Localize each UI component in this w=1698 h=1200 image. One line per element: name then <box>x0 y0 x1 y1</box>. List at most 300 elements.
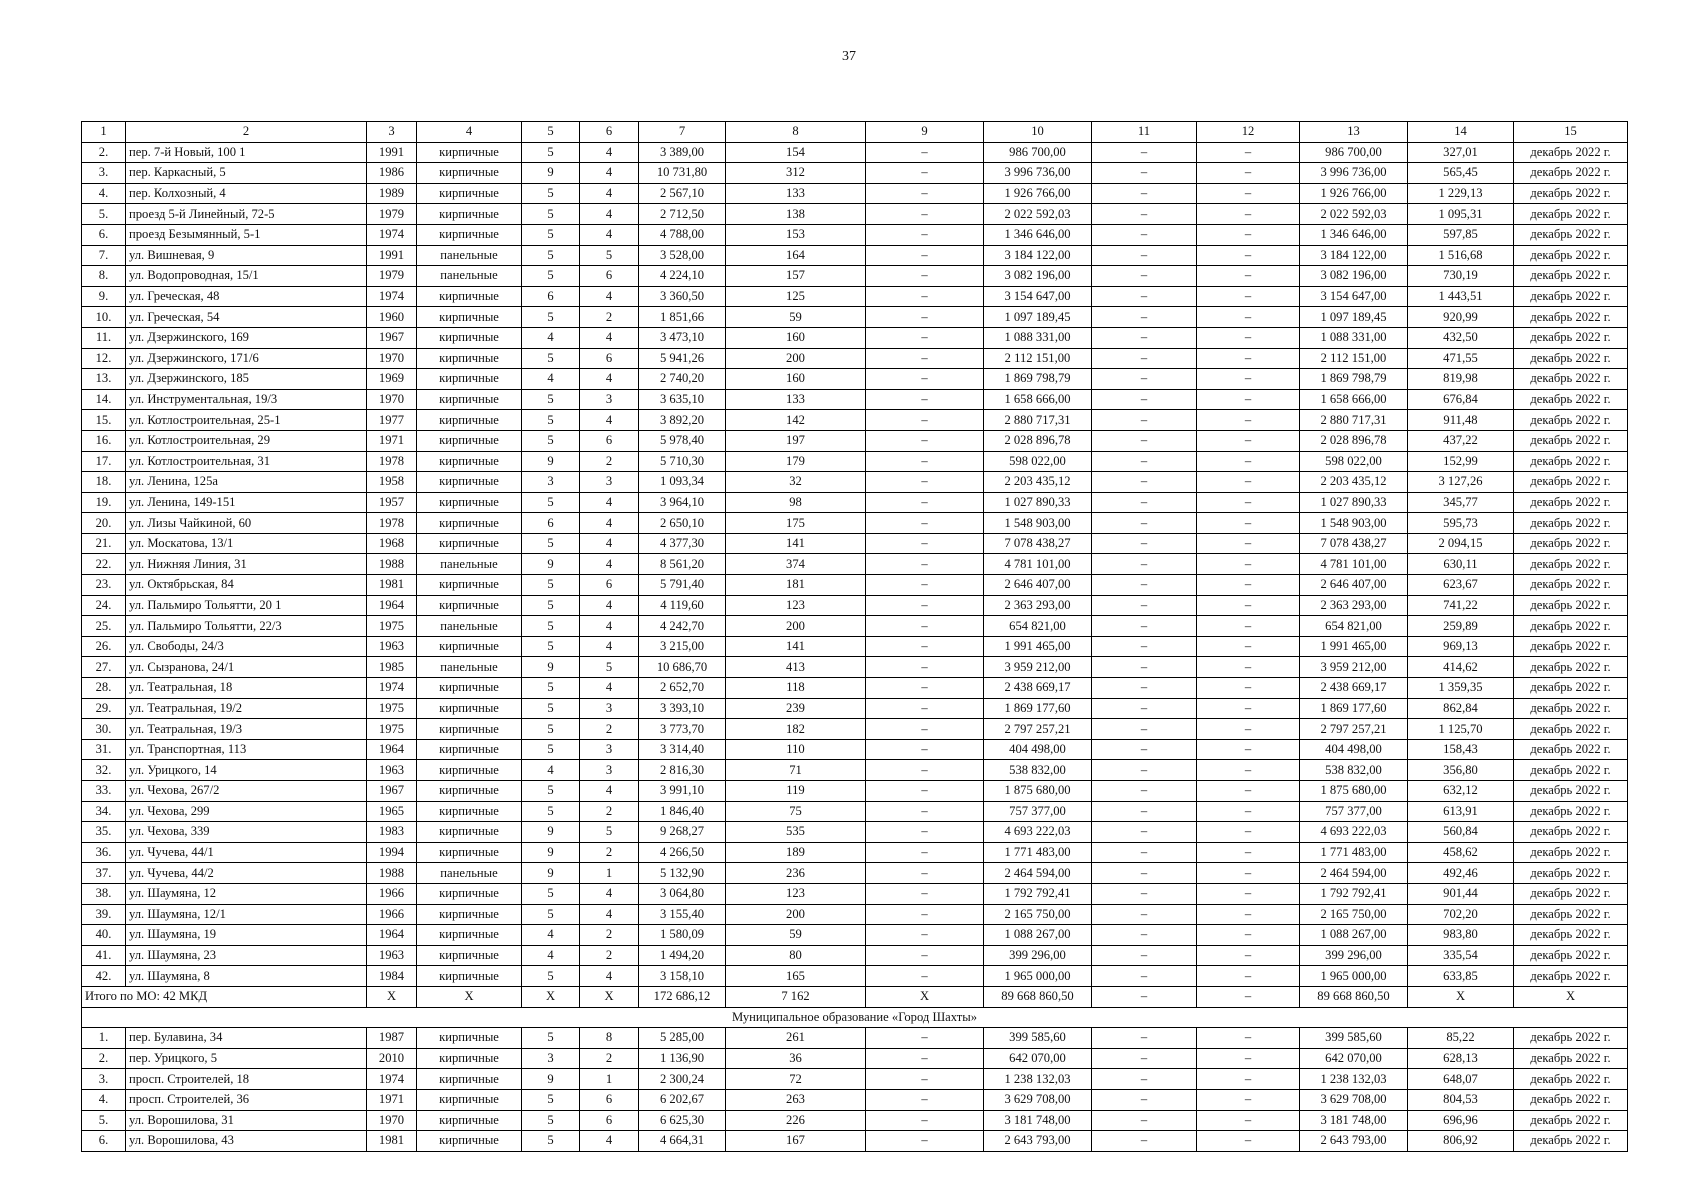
deadline: декабрь 2022 г. <box>1514 636 1628 657</box>
entrances: 5 <box>580 822 639 843</box>
wall-material: кирпичные <box>417 163 522 184</box>
deadline: декабрь 2022 г. <box>1514 1089 1628 1110</box>
total-area: 6 625,30 <box>639 1110 726 1131</box>
table-row <box>82 863 1628 884</box>
year-built: 1963 <box>367 760 417 781</box>
row-number: 41. <box>82 945 126 966</box>
col-11: – <box>1092 410 1197 431</box>
col-12: – <box>1197 678 1300 699</box>
address: пер. Каркасный, 5 <box>126 163 367 184</box>
total-area: 9 268,27 <box>639 822 726 843</box>
table-row <box>82 142 1628 163</box>
year-built: 1970 <box>367 389 417 410</box>
residents: 200 <box>726 616 866 637</box>
cost-13: 1 792 792,41 <box>1300 883 1408 904</box>
cost-total: 2 022 592,03 <box>984 204 1092 225</box>
deadline: декабрь 2022 г. <box>1514 451 1628 472</box>
cost-total: 1 965 000,00 <box>984 966 1092 987</box>
cost-total: 1 926 766,00 <box>984 183 1092 204</box>
cost-per-sqm: 741,22 <box>1408 595 1514 616</box>
col-9: – <box>866 1028 984 1049</box>
cost-total: 757 377,00 <box>984 801 1092 822</box>
cost-per-sqm: 1 095,31 <box>1408 204 1514 225</box>
cost-total: 3 181 748,00 <box>984 1110 1092 1131</box>
col-9: – <box>866 636 984 657</box>
cost-13: 2 022 592,03 <box>1300 204 1408 225</box>
wall-material: кирпичные <box>417 142 522 163</box>
cost-total: 2 203 435,12 <box>984 472 1092 493</box>
address: ул. Ворошилова, 31 <box>126 1110 367 1131</box>
year-built: 1964 <box>367 925 417 946</box>
col-11: – <box>1092 327 1197 348</box>
address: ул. Ленина, 149-151 <box>126 492 367 513</box>
row-number: 13. <box>82 369 126 390</box>
col-12: – <box>1197 719 1300 740</box>
wall-material: кирпичные <box>417 307 522 328</box>
entrances: 4 <box>580 1131 639 1152</box>
deadline: декабрь 2022 г. <box>1514 781 1628 802</box>
year-built: 1974 <box>367 1069 417 1090</box>
cost-per-sqm: 356,80 <box>1408 760 1514 781</box>
cost-per-sqm: 345,77 <box>1408 492 1514 513</box>
col-11: – <box>1092 430 1197 451</box>
year-built: 1991 <box>367 245 417 266</box>
address: проезд Безымянный, 5-1 <box>126 224 367 245</box>
cost-13: 1 869 798,79 <box>1300 369 1408 390</box>
total-label: Итого по МО: 42 МКД <box>82 986 367 1007</box>
cost-per-sqm: 920,99 <box>1408 307 1514 328</box>
year-built: 1974 <box>367 678 417 699</box>
residents: 138 <box>726 204 866 225</box>
cost-13: 3 082 196,00 <box>1300 266 1408 287</box>
total-area: 2 712,50 <box>639 204 726 225</box>
wall-material: кирпичные <box>417 430 522 451</box>
column-number: 9 <box>866 122 984 143</box>
deadline: декабрь 2022 г. <box>1514 430 1628 451</box>
cost-total: 3 184 122,00 <box>984 245 1092 266</box>
address: ул. Вишневая, 9 <box>126 245 367 266</box>
col-12: – <box>1197 801 1300 822</box>
col-11: – <box>1092 1131 1197 1152</box>
year-built: 1983 <box>367 822 417 843</box>
cost-13: 1 991 465,00 <box>1300 636 1408 657</box>
row-number: 28. <box>82 678 126 699</box>
residents: 123 <box>726 883 866 904</box>
residents: 98 <box>726 492 866 513</box>
row-number: 9. <box>82 286 126 307</box>
residents: 153 <box>726 224 866 245</box>
floors: 5 <box>522 904 580 925</box>
wall-material: кирпичные <box>417 739 522 760</box>
year-built: 1958 <box>367 472 417 493</box>
floors: 5 <box>522 1110 580 1131</box>
wall-material: панельные <box>417 266 522 287</box>
row-number: 4. <box>82 183 126 204</box>
cost-13: 2 028 896,78 <box>1300 430 1408 451</box>
total-cell: X <box>866 986 984 1007</box>
table-row <box>82 801 1628 822</box>
col-11: – <box>1092 533 1197 554</box>
col-12: – <box>1197 307 1300 328</box>
year-built: 1979 <box>367 204 417 225</box>
cost-13: 1 346 646,00 <box>1300 224 1408 245</box>
cost-13: 2 464 594,00 <box>1300 863 1408 884</box>
col-11: – <box>1092 657 1197 678</box>
col-12: – <box>1197 904 1300 925</box>
col-11: – <box>1092 204 1197 225</box>
table-row <box>82 1048 1628 1069</box>
col-11: – <box>1092 698 1197 719</box>
col-11: – <box>1092 945 1197 966</box>
row-number: 5. <box>82 1110 126 1131</box>
address: просп. Строителей, 18 <box>126 1069 367 1090</box>
row-number: 1. <box>82 1028 126 1049</box>
year-built: 1965 <box>367 801 417 822</box>
cost-per-sqm: 259,89 <box>1408 616 1514 637</box>
cost-per-sqm: 1 125,70 <box>1408 719 1514 740</box>
address: ул. Шаумяна, 8 <box>126 966 367 987</box>
total-area: 5 941,26 <box>639 348 726 369</box>
deadline: декабрь 2022 г. <box>1514 286 1628 307</box>
total-area: 1 580,09 <box>639 925 726 946</box>
wall-material: кирпичные <box>417 492 522 513</box>
total-area: 3 964,10 <box>639 492 726 513</box>
floors: 5 <box>522 245 580 266</box>
total-area: 2 650,10 <box>639 513 726 534</box>
cost-total: 1 238 132,03 <box>984 1069 1092 1090</box>
year-built: 1991 <box>367 142 417 163</box>
address: ул. Лизы Чайкиной, 60 <box>126 513 367 534</box>
column-number: 13 <box>1300 122 1408 143</box>
address: ул. Шаумяна, 12 <box>126 883 367 904</box>
floors: 5 <box>522 389 580 410</box>
col-11: – <box>1092 348 1197 369</box>
wall-material: кирпичные <box>417 183 522 204</box>
column-number: 2 <box>126 122 367 143</box>
entrances: 2 <box>580 451 639 472</box>
cost-13: 2 438 669,17 <box>1300 678 1408 699</box>
deadline: декабрь 2022 г. <box>1514 533 1628 554</box>
cost-13: 1 658 666,00 <box>1300 389 1408 410</box>
address: ул. Театральная, 19/2 <box>126 698 367 719</box>
col-9: – <box>866 1069 984 1090</box>
total-area: 1 494,20 <box>639 945 726 966</box>
residents: 36 <box>726 1048 866 1069</box>
col-9: – <box>866 883 984 904</box>
total-area: 3 155,40 <box>639 904 726 925</box>
table-row <box>82 925 1628 946</box>
total-cell: X <box>522 986 580 1007</box>
cost-13: 1 548 903,00 <box>1300 513 1408 534</box>
residents: 374 <box>726 554 866 575</box>
floors: 9 <box>522 1069 580 1090</box>
cost-per-sqm: 152,99 <box>1408 451 1514 472</box>
col-9: – <box>866 327 984 348</box>
row-number: 20. <box>82 513 126 534</box>
residents: 72 <box>726 1069 866 1090</box>
deadline: декабрь 2022 г. <box>1514 678 1628 699</box>
total-area: 5 285,00 <box>639 1028 726 1049</box>
wall-material: кирпичные <box>417 575 522 596</box>
wall-material: кирпичные <box>417 822 522 843</box>
entrances: 6 <box>580 430 639 451</box>
housing-register-table <box>81 121 1628 1152</box>
entrances: 5 <box>580 245 639 266</box>
table-row <box>82 842 1628 863</box>
table-body <box>82 122 1628 1152</box>
entrances: 3 <box>580 739 639 760</box>
col-9: – <box>866 513 984 534</box>
wall-material: кирпичные <box>417 595 522 616</box>
address: ул. Дзержинского, 171/6 <box>126 348 367 369</box>
deadline: декабрь 2022 г. <box>1514 657 1628 678</box>
col-9: – <box>866 616 984 637</box>
cost-13: 986 700,00 <box>1300 142 1408 163</box>
wall-material: кирпичные <box>417 1110 522 1131</box>
row-number: 6. <box>82 224 126 245</box>
address: ул. Ленина, 125а <box>126 472 367 493</box>
cost-13: 7 078 438,27 <box>1300 533 1408 554</box>
col-12: – <box>1197 286 1300 307</box>
cost-13: 642 070,00 <box>1300 1048 1408 1069</box>
wall-material: кирпичные <box>417 389 522 410</box>
col-9: – <box>866 575 984 596</box>
wall-material: кирпичные <box>417 945 522 966</box>
year-built: 1967 <box>367 327 417 348</box>
entrances: 6 <box>580 1089 639 1110</box>
deadline: декабрь 2022 г. <box>1514 863 1628 884</box>
year-built: 1975 <box>367 616 417 637</box>
col-9: – <box>866 492 984 513</box>
row-number: 36. <box>82 842 126 863</box>
row-number: 26. <box>82 636 126 657</box>
wall-material: кирпичные <box>417 410 522 431</box>
col-11: – <box>1092 286 1197 307</box>
floors: 5 <box>522 142 580 163</box>
floors: 5 <box>522 595 580 616</box>
total-area: 3 773,70 <box>639 719 726 740</box>
col-11: – <box>1092 163 1197 184</box>
year-built: 1964 <box>367 595 417 616</box>
row-number: 8. <box>82 266 126 287</box>
cost-per-sqm: 560,84 <box>1408 822 1514 843</box>
cost-13: 1 926 766,00 <box>1300 183 1408 204</box>
cost-13: 598 022,00 <box>1300 451 1408 472</box>
total-area: 1 846,40 <box>639 801 726 822</box>
deadline: декабрь 2022 г. <box>1514 245 1628 266</box>
entrances: 4 <box>580 781 639 802</box>
residents: 59 <box>726 925 866 946</box>
cost-13: 1 088 331,00 <box>1300 327 1408 348</box>
col-11: – <box>1092 513 1197 534</box>
floors: 5 <box>522 801 580 822</box>
entrances: 8 <box>580 1028 639 1049</box>
floors: 3 <box>522 1048 580 1069</box>
col-11: – <box>1092 1028 1197 1049</box>
col-9: – <box>866 698 984 719</box>
year-built: 1978 <box>367 513 417 534</box>
floors: 4 <box>522 369 580 390</box>
column-number: 8 <box>726 122 866 143</box>
cost-per-sqm: 819,98 <box>1408 369 1514 390</box>
table-row <box>82 636 1628 657</box>
col-9: – <box>866 348 984 369</box>
floors: 5 <box>522 492 580 513</box>
deadline: декабрь 2022 г. <box>1514 204 1628 225</box>
year-built: 1971 <box>367 1089 417 1110</box>
cost-total: 1 088 331,00 <box>984 327 1092 348</box>
cost-total: 2 643 793,00 <box>984 1131 1092 1152</box>
year-built: 1977 <box>367 410 417 431</box>
col-9: – <box>866 595 984 616</box>
address: ул. Транспортная, 113 <box>126 739 367 760</box>
address: ул. Чучева, 44/2 <box>126 863 367 884</box>
deadline: декабрь 2022 г. <box>1514 698 1628 719</box>
cost-13: 4 781 101,00 <box>1300 554 1408 575</box>
col-11: – <box>1092 739 1197 760</box>
table-row <box>82 389 1628 410</box>
cost-total: 404 498,00 <box>984 739 1092 760</box>
wall-material: кирпичные <box>417 224 522 245</box>
table-row <box>82 760 1628 781</box>
address: ул. Дзержинского, 185 <box>126 369 367 390</box>
floors: 5 <box>522 1131 580 1152</box>
row-number: 35. <box>82 822 126 843</box>
table-row <box>82 616 1628 637</box>
floors: 6 <box>522 286 580 307</box>
cost-13: 1 027 890,33 <box>1300 492 1408 513</box>
table-row <box>82 1089 1628 1110</box>
total-cell: 89 668 860,50 <box>984 986 1092 1007</box>
wall-material: кирпичные <box>417 204 522 225</box>
table-row <box>82 781 1628 802</box>
deadline: декабрь 2022 г. <box>1514 883 1628 904</box>
year-built: 1988 <box>367 554 417 575</box>
col-11: – <box>1092 801 1197 822</box>
table-row <box>82 554 1628 575</box>
col-11: – <box>1092 616 1197 637</box>
residents: 59 <box>726 307 866 328</box>
cost-per-sqm: 623,67 <box>1408 575 1514 596</box>
col-11: – <box>1092 554 1197 575</box>
table-row <box>82 698 1628 719</box>
cost-per-sqm: 335,54 <box>1408 945 1514 966</box>
year-built: 1967 <box>367 781 417 802</box>
cost-per-sqm: 633,85 <box>1408 966 1514 987</box>
wall-material: кирпичные <box>417 286 522 307</box>
entrances: 4 <box>580 678 639 699</box>
entrances: 4 <box>580 369 639 390</box>
col-12: – <box>1197 925 1300 946</box>
entrances: 6 <box>580 1110 639 1131</box>
cost-total: 1 088 267,00 <box>984 925 1092 946</box>
col-12: – <box>1197 966 1300 987</box>
floors: 5 <box>522 183 580 204</box>
row-number: 12. <box>82 348 126 369</box>
cost-13: 2 112 151,00 <box>1300 348 1408 369</box>
cost-total: 1 875 680,00 <box>984 781 1092 802</box>
column-number-row <box>82 122 1628 143</box>
cost-total: 3 959 212,00 <box>984 657 1092 678</box>
residents: 141 <box>726 533 866 554</box>
wall-material: панельные <box>417 616 522 637</box>
row-number: 25. <box>82 616 126 637</box>
cost-total: 2 438 669,17 <box>984 678 1092 699</box>
total-cell: X <box>1408 986 1514 1007</box>
column-number: 7 <box>639 122 726 143</box>
col-12: – <box>1197 513 1300 534</box>
wall-material: панельные <box>417 657 522 678</box>
wall-material: кирпичные <box>417 513 522 534</box>
col-9: – <box>866 760 984 781</box>
table-row <box>82 163 1628 184</box>
cost-13: 1 088 267,00 <box>1300 925 1408 946</box>
deadline: декабрь 2022 г. <box>1514 904 1628 925</box>
col-11: – <box>1092 1069 1197 1090</box>
year-built: 1981 <box>367 1131 417 1152</box>
col-9: – <box>866 904 984 925</box>
cost-per-sqm: 613,91 <box>1408 801 1514 822</box>
year-built: 1966 <box>367 883 417 904</box>
col-11: – <box>1092 760 1197 781</box>
table-row <box>82 472 1628 493</box>
table-row <box>82 307 1628 328</box>
col-12: – <box>1197 451 1300 472</box>
table-row <box>82 719 1628 740</box>
cost-13: 399 296,00 <box>1300 945 1408 966</box>
cost-per-sqm: 632,12 <box>1408 781 1514 802</box>
deadline: декабрь 2022 г. <box>1514 142 1628 163</box>
residents: 312 <box>726 163 866 184</box>
entrances: 4 <box>580 183 639 204</box>
total-area: 3 064,80 <box>639 883 726 904</box>
address: ул. Котлостроительная, 29 <box>126 430 367 451</box>
total-area: 10 686,70 <box>639 657 726 678</box>
total-area: 3 991,10 <box>639 781 726 802</box>
cost-per-sqm: 1 443,51 <box>1408 286 1514 307</box>
wall-material: кирпичные <box>417 781 522 802</box>
deadline: декабрь 2022 г. <box>1514 492 1628 513</box>
col-11: – <box>1092 925 1197 946</box>
address: пер. Колхозный, 4 <box>126 183 367 204</box>
wall-material: кирпичные <box>417 533 522 554</box>
floors: 5 <box>522 348 580 369</box>
row-number: 3. <box>82 163 126 184</box>
col-12: – <box>1197 163 1300 184</box>
total-cell: 172 686,12 <box>639 986 726 1007</box>
total-area: 3 528,00 <box>639 245 726 266</box>
floors: 5 <box>522 739 580 760</box>
col-11: – <box>1092 781 1197 802</box>
floors: 5 <box>522 410 580 431</box>
deadline: декабрь 2022 г. <box>1514 575 1628 596</box>
entrances: 4 <box>580 410 639 431</box>
col-12: – <box>1197 781 1300 802</box>
residents: 119 <box>726 781 866 802</box>
floors: 5 <box>522 1028 580 1049</box>
col-12: – <box>1197 1089 1300 1110</box>
total-area: 1 136,90 <box>639 1048 726 1069</box>
entrances: 4 <box>580 286 639 307</box>
total-area: 4 664,31 <box>639 1131 726 1152</box>
year-built: 1975 <box>367 719 417 740</box>
row-number: 22. <box>82 554 126 575</box>
residents: 167 <box>726 1131 866 1152</box>
year-built: 1978 <box>367 451 417 472</box>
cost-per-sqm: 414,62 <box>1408 657 1514 678</box>
col-12: – <box>1197 204 1300 225</box>
col-9: – <box>866 183 984 204</box>
